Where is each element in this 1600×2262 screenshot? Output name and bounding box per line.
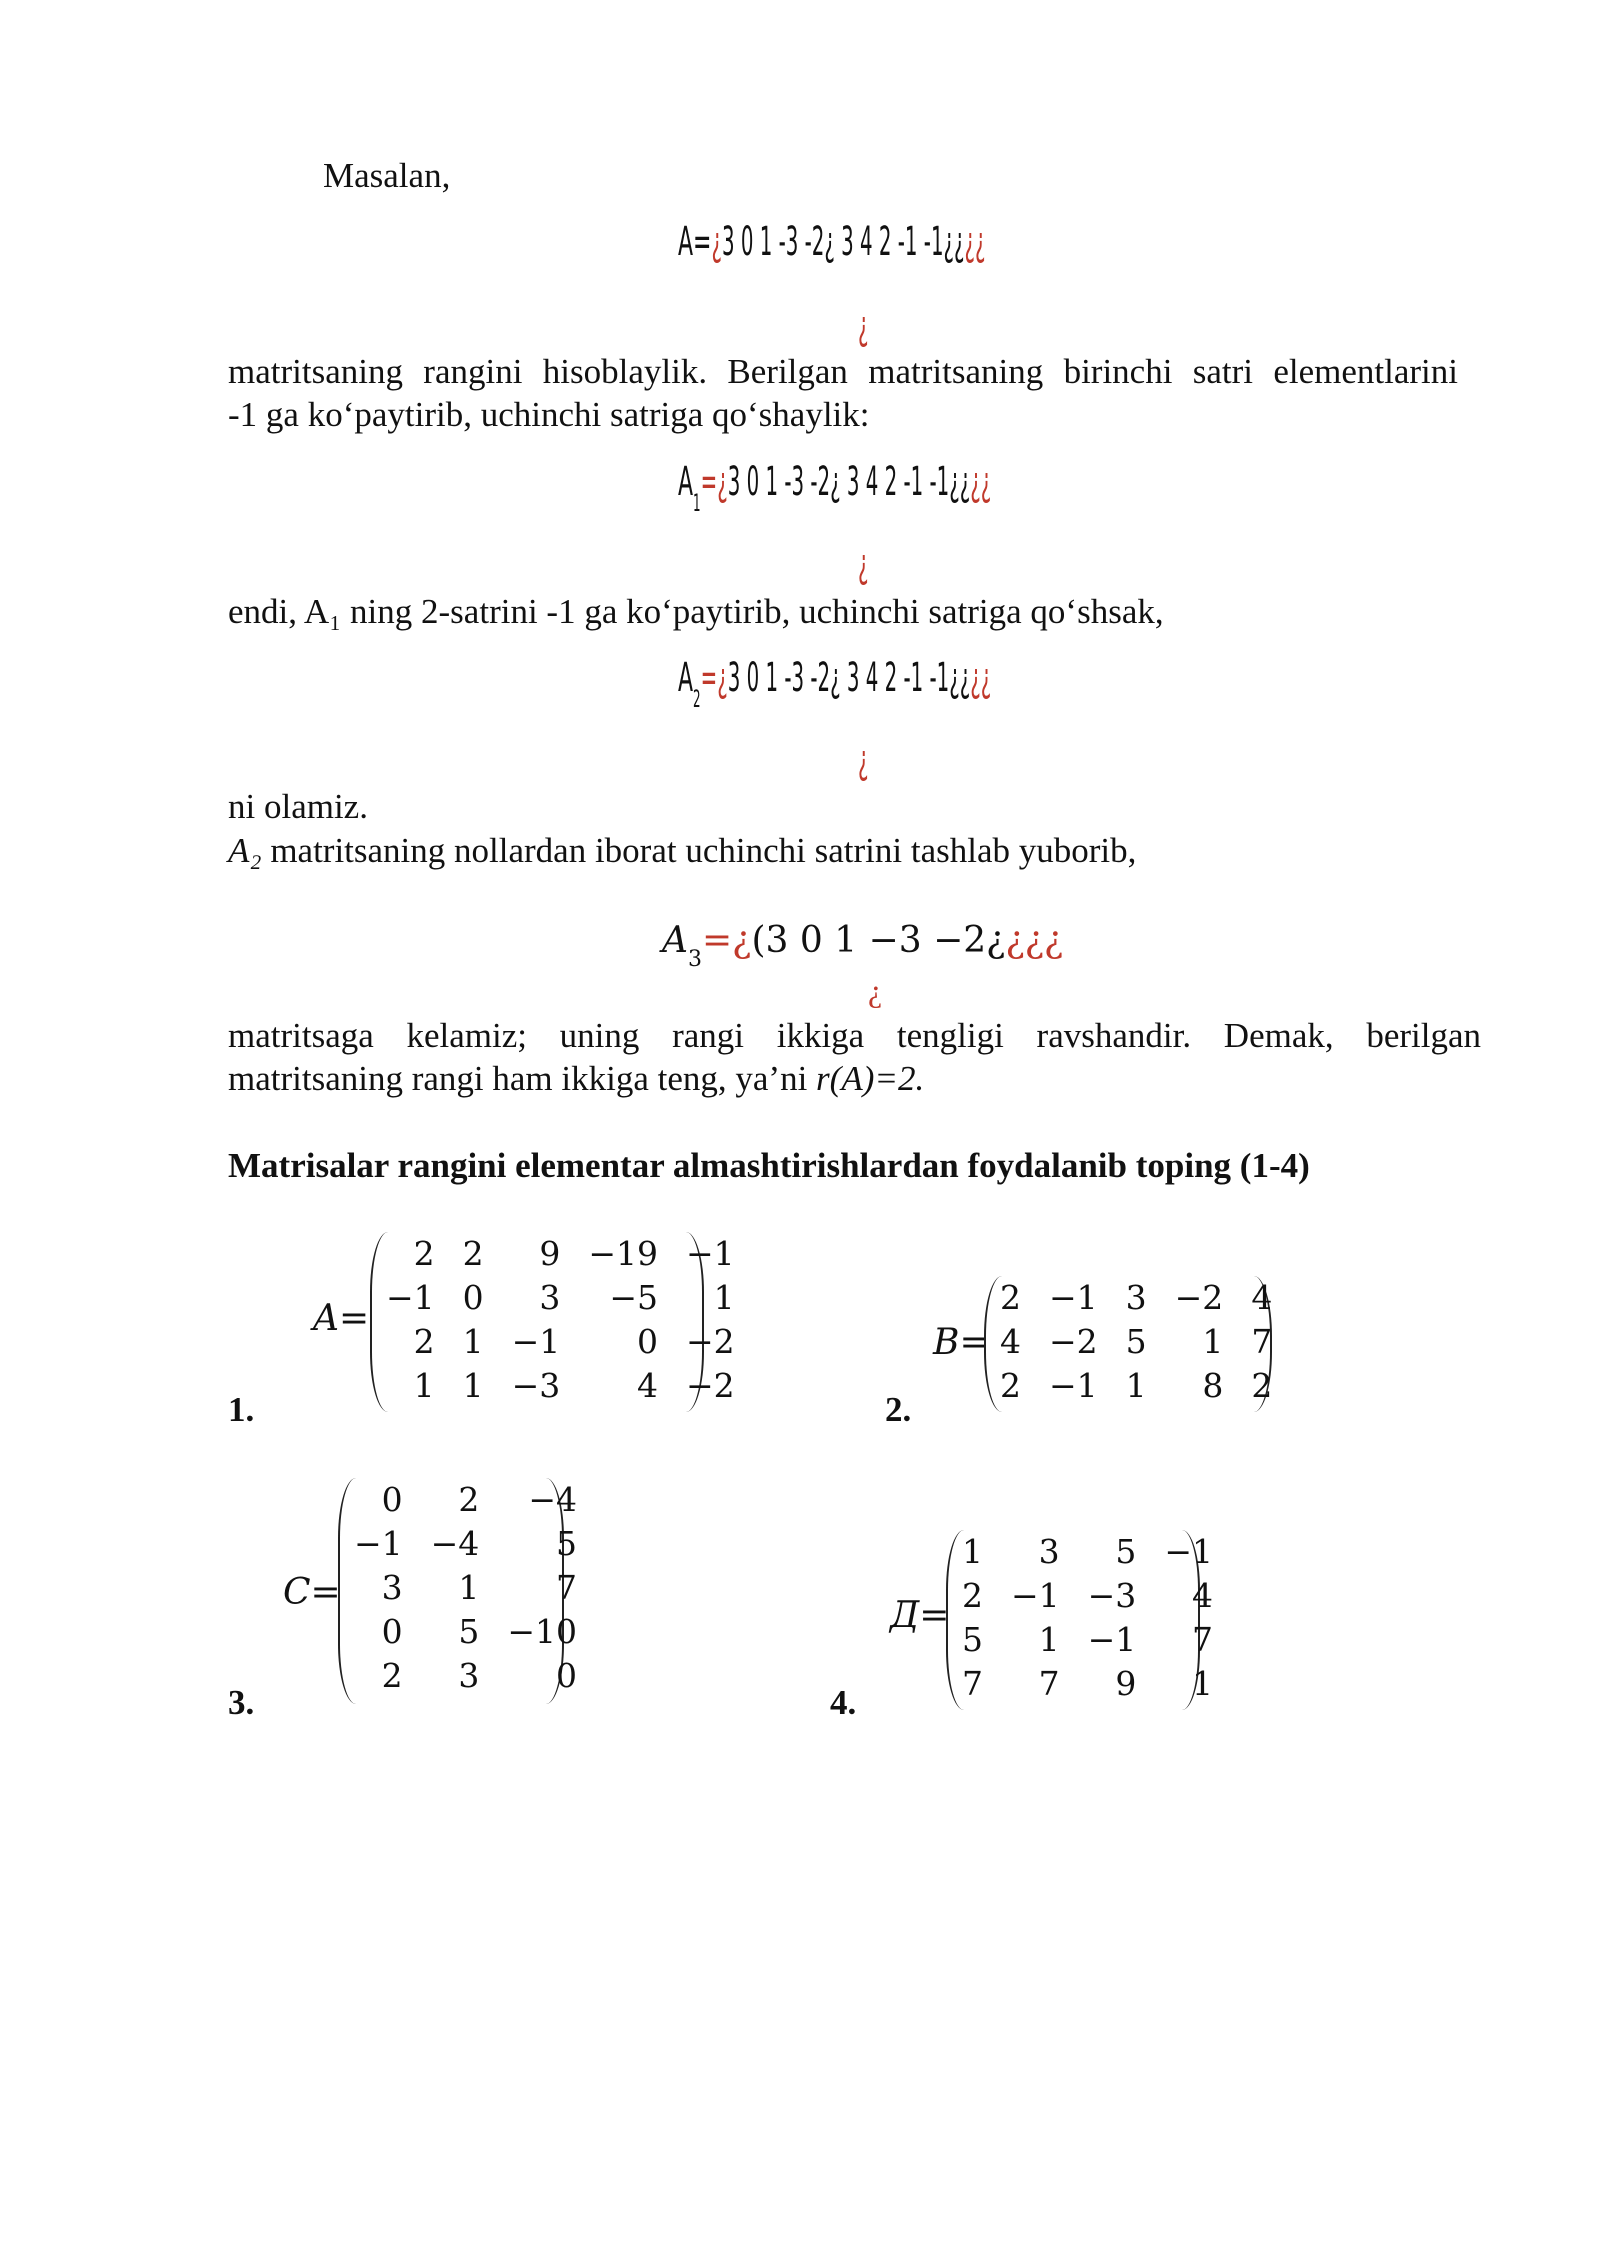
matrix-cell: 1: [458, 1568, 480, 1607]
matrix-cell: 8: [1202, 1366, 1224, 1405]
table-row: [948, 1574, 1227, 1618]
matrix-cell: −2: [685, 1366, 735, 1405]
matrix-cell: 7: [1251, 1322, 1273, 1361]
matrix-cell: −19: [588, 1234, 658, 1273]
equation-a1: $A_1=¿3$ 0 1 -3 -2¿ 3 4 2 -1 -1¿¿¿¿: [678, 459, 992, 517]
matrix-cell: −1: [386, 1278, 435, 1317]
table-row: [372, 1364, 749, 1408]
matrix-c-label: C=: [283, 1572, 341, 1613]
matrix-cell: 0: [381, 1480, 403, 1519]
table-row: [948, 1530, 1227, 1574]
table-row: [340, 1654, 591, 1698]
matrix-cell: −1: [1087, 1620, 1137, 1659]
matrix-cell: −2: [1174, 1278, 1224, 1317]
equation-a2: $A_2=¿3$ 0 1 -3 -2¿ 3 4 2 -1 -1¿¿¿¿: [678, 655, 992, 713]
matrix-d-label: Д=: [890, 1595, 950, 1636]
matrix-cell: 9: [1115, 1664, 1137, 1703]
equation-a1-under: ¿: [858, 541, 869, 587]
matrix-a-label: A=: [313, 1298, 370, 1339]
matrix-cell: 7: [962, 1664, 983, 1703]
matrix-cell: −1: [1011, 1576, 1060, 1615]
matrix-cell: 3: [381, 1568, 403, 1607]
table-row: [372, 1232, 749, 1276]
matrix-cell: 7: [1038, 1664, 1060, 1703]
matrix-cell: 1: [413, 1366, 435, 1405]
paragraph-1-line-1: matritsaning rangini hisoblaylik. Berilgan matritsaning birinchi satri elementlarini: [228, 352, 1458, 391]
matrix-cell: 1: [1191, 1664, 1213, 1703]
matrix-cell: 5: [1115, 1532, 1137, 1571]
table-row: [340, 1478, 591, 1522]
table-row: [372, 1320, 749, 1364]
paragraph-5-line-1: matritsaga kelamiz; uning rangi ikkiga tengligi ravshandir. Demak, berilgan: [228, 1016, 1481, 1055]
table-row: [986, 1320, 1286, 1364]
matrix-cell: 1: [962, 1532, 983, 1571]
matrix-cell: −2: [1049, 1322, 1098, 1361]
equation-a2-under: ¿: [858, 737, 869, 783]
problem-3-number: 3.: [228, 1683, 255, 1722]
matrix-cell: 2: [462, 1234, 484, 1273]
matrix-cell: 0: [462, 1278, 484, 1317]
paragraph-5-line-2: matritsaning rangi ham ikkiga teng, ya’ni r(A)=2.: [228, 1059, 925, 1098]
matrix-c: [338, 1478, 577, 1704]
matrix-cell: −1: [511, 1322, 561, 1361]
table-row: [372, 1276, 749, 1320]
matrix-cell: 2: [413, 1234, 435, 1273]
matrix-cell: −1: [1164, 1532, 1213, 1571]
table-row: [340, 1566, 591, 1610]
table-row: [948, 1618, 1227, 1662]
matrix-a: [370, 1232, 735, 1412]
matrix-b: [984, 1276, 1272, 1412]
matrix-a-table: [372, 1232, 749, 1408]
table-row: [948, 1662, 1227, 1706]
matrix-cell: 2: [962, 1576, 983, 1615]
matrix-cell: −5: [609, 1278, 658, 1317]
matrix-d: [946, 1530, 1213, 1710]
equation-a3-under: ¿: [868, 972, 883, 1008]
equation-a-under: ¿: [858, 303, 869, 349]
table-row: [986, 1276, 1286, 1320]
problem-2-number: 2.: [885, 1390, 912, 1429]
equation-a: A=¿3 0 1 -3 -2¿ 3 4 2 -1 -1¿¿¿¿: [678, 219, 986, 265]
table-row: [340, 1610, 591, 1654]
paragraph-4: A₂ matritsaning nollardan iborat uchinchi satrini tashlab yuborib,: [228, 831, 1137, 870]
matrix-cell: 5: [555, 1524, 577, 1563]
matrix-cell: 1: [462, 1366, 484, 1405]
matrix-cell: −3: [1087, 1576, 1137, 1615]
matrix-cell: 2: [1251, 1366, 1273, 1405]
matrix-cell: 1: [1202, 1322, 1224, 1361]
matrix-cell: 1: [1038, 1620, 1060, 1659]
matrix-cell: 5: [962, 1620, 983, 1659]
matrix-cell: 2: [413, 1322, 435, 1361]
problem-1-number: 1.: [228, 1390, 255, 1429]
matrix-b-table: [986, 1276, 1286, 1408]
matrix-cell: 0: [555, 1656, 577, 1695]
matrix-cell: 3: [458, 1656, 480, 1695]
table-row: [340, 1522, 591, 1566]
matrix-cell: 1: [713, 1278, 735, 1317]
matrix-cell: 3: [1038, 1532, 1060, 1571]
matrix-c-table: [340, 1478, 591, 1698]
matrix-cell: −4: [430, 1524, 480, 1563]
matrix-cell: 0: [381, 1612, 403, 1651]
intro-text: Masalan,: [323, 156, 451, 195]
matrix-cell: 5: [1125, 1322, 1147, 1361]
matrix-cell: 3: [1125, 1278, 1147, 1317]
matrix-cell: 2: [1000, 1366, 1021, 1405]
matrix-cell: 2: [458, 1480, 480, 1519]
matrix-d-table: [948, 1530, 1227, 1706]
matrix-cell: −1: [685, 1234, 735, 1273]
matrix-cell: −3: [511, 1366, 561, 1405]
matrix-cell: −1: [1049, 1366, 1098, 1405]
matrix-cell: 4: [1251, 1278, 1273, 1317]
table-row: [986, 1364, 1286, 1408]
matrix-cell: 5: [458, 1612, 480, 1651]
matrix-cell: 4: [1000, 1322, 1021, 1361]
matrix-b-label: B=: [933, 1322, 990, 1363]
matrix-cell: 9: [539, 1234, 561, 1273]
matrix-cell: −2: [685, 1322, 735, 1361]
matrix-cell: 4: [636, 1366, 658, 1405]
matrix-cell: 2: [381, 1656, 403, 1695]
matrix-cell: 7: [1191, 1620, 1213, 1659]
paragraph-1-line-2: -1 ga ko‘paytirib, uchinchi satriga qo‘shaylik:: [228, 395, 870, 434]
matrix-cell: −1: [354, 1524, 403, 1563]
matrix-cell: 3: [539, 1278, 561, 1317]
matrix-cell: 0: [636, 1322, 658, 1361]
matrix-cell: −10: [507, 1612, 577, 1651]
matrix-cell: 1: [462, 1322, 484, 1361]
matrix-cell: 2: [1000, 1278, 1021, 1317]
matrix-cell: 4: [1191, 1576, 1213, 1615]
paragraph-2: endi, A₁ ning 2-satrini -1 ga ko‘paytirib, uchinchi satriga qo‘shsak,: [228, 592, 1164, 631]
paragraph-3: ni olamiz.: [228, 787, 368, 826]
matrix-cell: −4: [528, 1480, 577, 1519]
matrix-cell: 1: [1125, 1366, 1147, 1405]
task-heading: Matrisalar rangini elementar almashtirishlardan foydalanib toping (1-4): [228, 1146, 1310, 1185]
problem-4-number: 4.: [830, 1683, 857, 1722]
matrix-cell: −1: [1049, 1278, 1098, 1317]
equation-a3: $A_3=¿(3$ 0 1 −3 −2¿¿¿¿: [662, 920, 1064, 972]
matrix-cell: 7: [555, 1568, 577, 1607]
